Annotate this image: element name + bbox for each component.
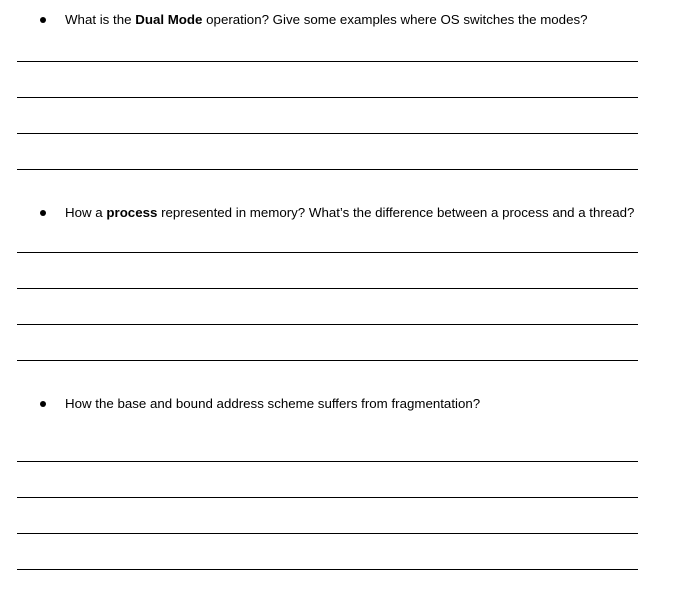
question-2-keyword: process [106, 205, 158, 220]
answer-line-3-3[interactable] [17, 533, 638, 534]
answer-line-1-2[interactable] [17, 97, 638, 98]
answer-line-2-1[interactable] [17, 252, 638, 253]
bullet-icon [40, 210, 46, 216]
question-2-text-start: How a [65, 205, 107, 220]
answer-line-2-2[interactable] [17, 288, 638, 289]
answer-line-1-3[interactable] [17, 133, 638, 134]
question-1-keyword: Dual Mode [135, 12, 203, 27]
answer-line-2-4[interactable] [17, 360, 638, 361]
answer-line-1-1[interactable] [17, 61, 638, 62]
bullet-icon [40, 17, 46, 23]
question-3-text [65, 395, 480, 413]
answer-line-3-1[interactable] [17, 461, 638, 462]
question-2-text [65, 204, 634, 222]
answer-line-3-2[interactable] [17, 497, 638, 498]
answer-line-2-3[interactable] [17, 324, 638, 325]
answer-line-3-4[interactable] [17, 569, 638, 570]
question-3-text-start: How the base and bound address scheme suffers from fragmentation? [65, 396, 481, 411]
question-2-text-end: represented in memory? What’s the difference between a process and a thread? [157, 205, 635, 220]
bullet-icon [40, 401, 46, 407]
question-1-text [65, 11, 588, 29]
question-1-text-start: What is the [65, 12, 136, 27]
answer-line-1-4[interactable] [17, 169, 638, 170]
question-1-text-end: operation? Give some examples where OS switches the modes? [202, 12, 588, 27]
